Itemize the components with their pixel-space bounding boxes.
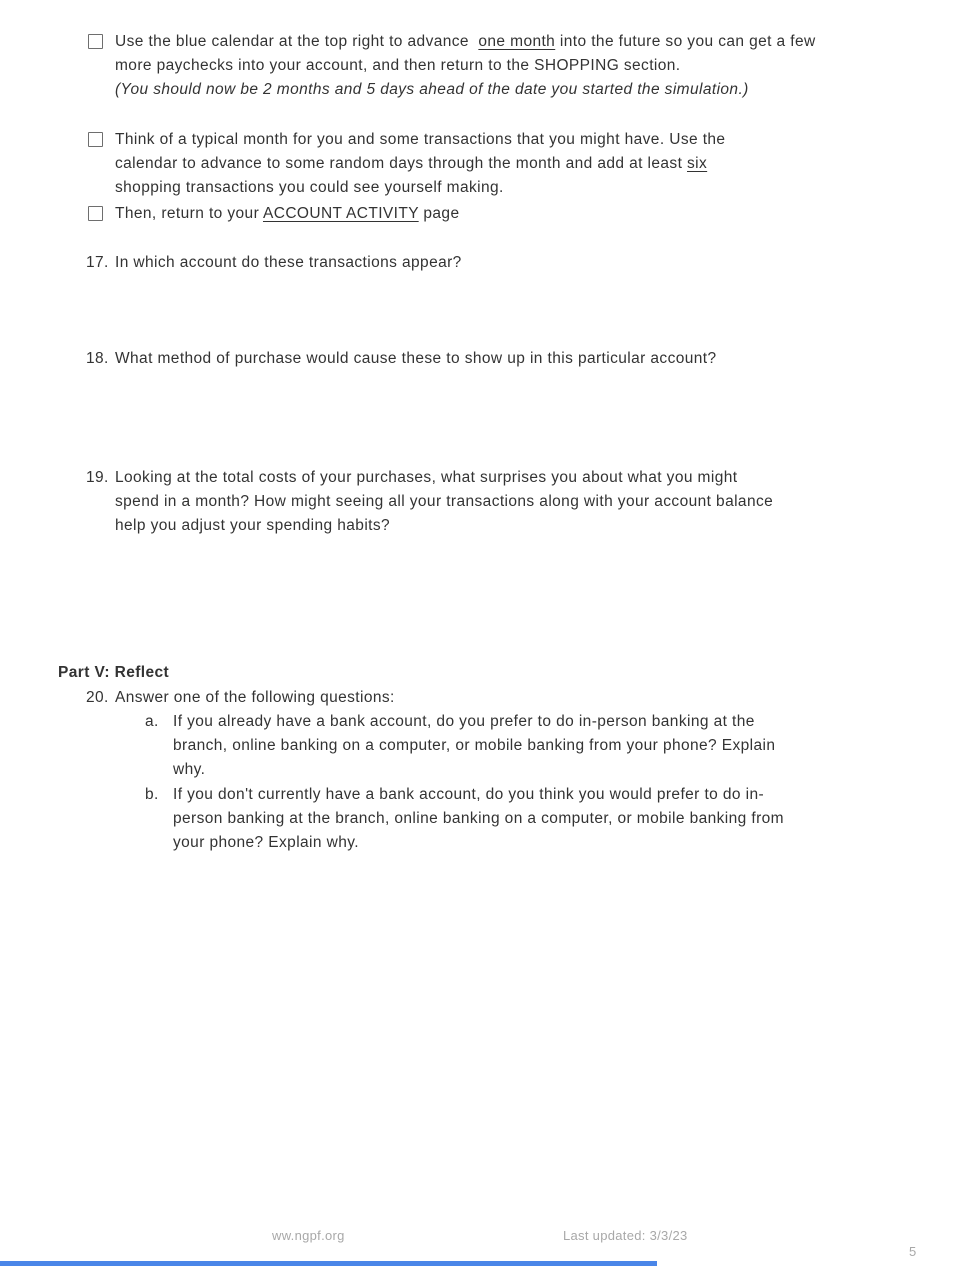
- checklist-text-segment: into the future so you can get a few more paychecks into your account, and then return to the SHOPPING section.: [115, 33, 816, 74]
- checklist-item-text: [115, 202, 459, 226]
- checklist-text-segment: Then, return to your: [115, 205, 263, 222]
- question-text: What method of purchase would cause these to show up in this particular account?: [115, 350, 717, 367]
- question-20-option-a: [145, 710, 805, 782]
- checkbox-icon: [88, 34, 103, 49]
- page-number: 5: [909, 1244, 917, 1259]
- checklist-item-return-account-activity: [88, 202, 459, 226]
- checklist-text-segment: Think of a typical month for you and some transactions that you might have. Use the calendar to advance to some random days through the month and add at least: [115, 131, 726, 172]
- question-text: In which account do these transactions appear?: [115, 254, 462, 271]
- question-text: Looking at the total costs of your purchases, what surprises you about what you might spend in a month? How might seeing all your transactions along with your account balance help you adjust your spending habits?: [115, 469, 774, 534]
- question-19: [86, 466, 777, 538]
- checkbox-icon: [88, 206, 103, 221]
- option-text: If you don't currently have a bank account, do you think you would prefer to do in-person banking at the branch, online banking on a computer, or mobile banking from your phone? Explain why.: [173, 786, 784, 851]
- underlined-text: six: [687, 155, 708, 172]
- checklist-item-advance-month: [88, 30, 820, 102]
- question-number: 19.: [86, 469, 109, 486]
- question-18: [86, 347, 717, 371]
- checklist-text-segment: Use the blue calendar at the top right to advance: [115, 33, 479, 50]
- footer-site-url: ww.ngpf.org: [272, 1228, 345, 1243]
- option-text: If you already have a bank account, do you prefer to do in-person banking at the branch, online banking on a computer, or mobile banking from your phone? Explain why.: [173, 713, 776, 778]
- italic-note: (You should now be 2 months and 5 days ahead of the date you started the simulation.): [115, 81, 749, 98]
- option-letter: b.: [145, 786, 159, 803]
- underlined-text: one month: [478, 33, 556, 50]
- checklist-item-typical-month: [88, 128, 763, 200]
- question-17: [86, 251, 462, 275]
- question-text: Answer one of the following questions:: [115, 689, 395, 706]
- question-number: 20.: [86, 689, 109, 706]
- bottom-accent-bar: [0, 1261, 657, 1266]
- option-letter: a.: [145, 713, 159, 730]
- section-heading-part-v: Part V: Reflect: [58, 664, 170, 681]
- checkbox-icon: [88, 132, 103, 147]
- checklist-item-text: [115, 30, 820, 102]
- checklist-item-text: [115, 128, 763, 200]
- underlined-text: ACCOUNT ACTIVITY: [262, 205, 419, 222]
- question-number: 17.: [86, 254, 109, 271]
- question-20-option-b: [145, 783, 805, 855]
- checklist-text-segment: shopping transactions you could see yourself making.: [115, 179, 504, 196]
- checklist-text-segment: page: [418, 205, 460, 222]
- footer-last-updated: Last updated: 3/3/23: [563, 1228, 688, 1243]
- question-number: 18.: [86, 350, 109, 367]
- question-20: [86, 686, 395, 710]
